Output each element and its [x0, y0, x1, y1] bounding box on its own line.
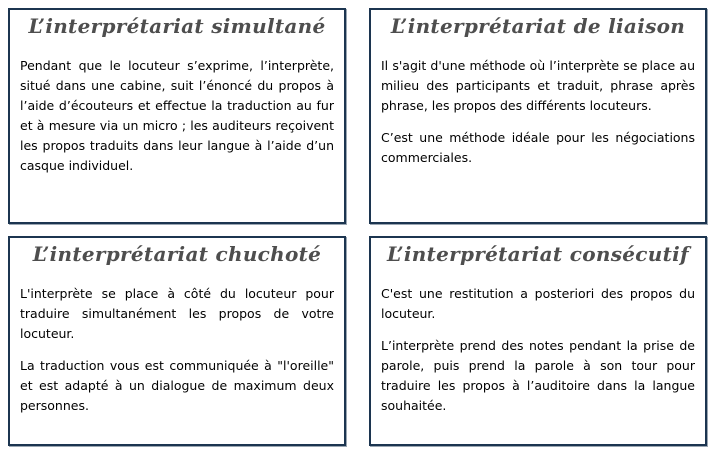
card-body	[381, 284, 695, 428]
card-title: L’interprétariat consécutif	[387, 242, 689, 266]
card-body	[20, 284, 334, 428]
card-paragraph: L’interprète prend des notes pendant la prise de parole, puis prend la parole à son tour pour traduire les propos à l’auditoire dans la langue souhaitée.	[381, 338, 695, 413]
card-paragraph: C'est une restitution a posteriori des propos du locuteur.	[381, 286, 695, 321]
card-paragraph: Il s'agit d'une méthode où l’interprète se place au milieu des participants et traduit, phrase après phrase, les propos des différents locuteurs.	[381, 58, 695, 113]
card-title: L’interprétariat simultané	[28, 14, 326, 38]
card-body	[20, 56, 334, 188]
card-paragraph: L'interprète se place à côté du locuteur pour traduire simultanément les propos de votre locuteur.	[20, 286, 334, 341]
card-consecutif	[369, 236, 707, 446]
card-simultane	[8, 8, 346, 224]
card-paragraph: La traduction vous est communiquée à "l'oreille" et est adapté à un dialogue de maximum deux personnes.	[20, 358, 334, 413]
card-paragraph: Pendant que le locuteur s’exprime, l’interprète, situé dans une cabine, suit l’énoncé du propos à l’aide d’écouteurs et effectue la traduction au fur et à mesure via un micro ; les auditeurs reçoivent les propos traduits dans leur langue à l’aide d’un casque individuel.	[20, 58, 334, 173]
card-chuchote	[8, 236, 346, 446]
card-title: L’interprétariat chuchoté	[32, 242, 322, 266]
card-liaison	[369, 8, 707, 224]
card-body	[381, 56, 695, 180]
card-paragraph: C’est une méthode idéale pour les négociations commerciales.	[381, 130, 695, 165]
card-title: L’interprétariat de liaison	[390, 14, 686, 38]
